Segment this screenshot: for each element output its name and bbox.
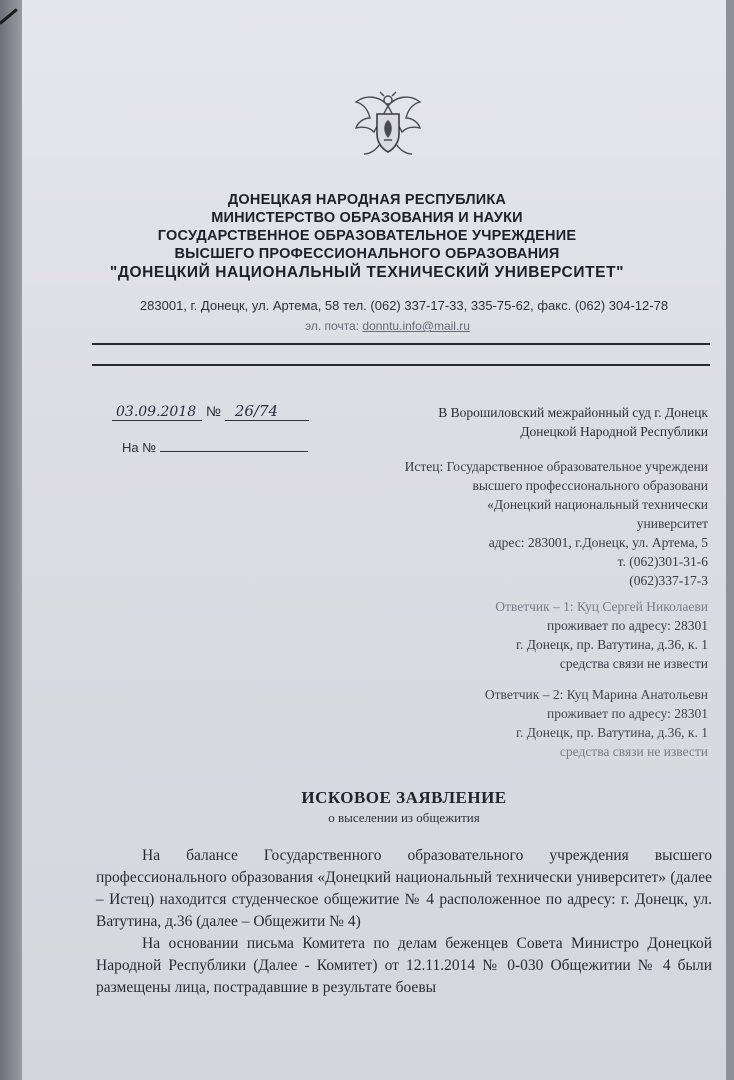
addressee-court: В Ворошиловский межрайонный суд г. Донецк xyxy=(438,405,708,420)
page-edge-shadow xyxy=(0,0,22,1080)
header-institution-type: ГОСУДАРСТВЕННОЕ ОБРАЗОВАТЕЛЬНОЕ УЧРЕЖДЕНИЕ xyxy=(157,228,577,244)
na-label: На № xyxy=(122,440,157,455)
defendant-1-line: г. Донецк, пр. Ватутина, д.36, к. 1 xyxy=(516,637,708,652)
plaintiff-block xyxy=(405,457,708,590)
dpr-coat-of-arms-icon xyxy=(350,88,426,164)
addressee-republic: Донецкой Народной Республики xyxy=(520,424,708,439)
outgoing-reference xyxy=(112,402,309,421)
plaintiff-phone: т. (062)301-31-6 xyxy=(617,554,708,569)
document-title: ИСКОВОЕ ЗАЯВЛЕНИЕ xyxy=(301,788,507,807)
defendant-2-line: средства связи не извести xyxy=(559,744,708,759)
header-ministry: МИНИСТЕРСТВО ОБРАЗОВАНИЯ И НАУКИ xyxy=(211,210,523,226)
email-link[interactable]: donntu.info@mail.ru xyxy=(362,319,470,333)
document-body xyxy=(96,845,712,999)
defendant-1-name: Ответчик – 1: Куц Сергей Николаеви xyxy=(495,599,708,614)
plaintiff-line: Истец: Государственное образовательное учреждени xyxy=(404,459,708,474)
addressee-block xyxy=(438,403,708,441)
header-institution-level: ВЫСШЕГО ПРОФЕССИОНАЛЬНОГО ОБРАЗОВАНИЯ xyxy=(174,246,560,262)
plaintiff-address: адрес: 283001, г.Донецк, ул. Артема, 5 xyxy=(488,535,708,550)
incoming-number-blank xyxy=(160,451,308,452)
email-label: эл. почта: xyxy=(305,319,360,333)
number-label: № xyxy=(205,403,221,419)
plaintiff-line: университет xyxy=(636,516,708,531)
plaintiff-phone-2: (062)337-17-3 xyxy=(629,573,708,588)
defendant-2-block xyxy=(485,685,708,761)
header-divider-bottom xyxy=(92,364,710,366)
defendant-2-line: г. Донецк, пр. Ватутина, д.36, к. 1 xyxy=(516,725,708,740)
defendant-2-line: проживает по адресу: 28301 xyxy=(547,706,708,721)
body-paragraph: На балансе Государственного образовательного учреждения высшего профессионального образования «Донецкий национальный технически университет» (далее – Истец) находится студенческое общежитие № 4 расположенное по адресу: г. Донецк, ул. Ватутина, д.36 (далее – Общежити № 4) xyxy=(96,847,712,930)
defendant-1-line: средства связи не извести xyxy=(559,656,708,671)
body-paragraph: На основании письма Комитета по делам беженцев Совета Министро Донецкой Народной Республики (Далее - Комитет) от 12.11.2014 № 0-030 Общежитии № 4 были размещены лица, пострадавшие в результате боевы xyxy=(96,935,712,996)
outgoing-date: 03.09.2018 xyxy=(112,404,202,421)
header-university-name: "ДОНЕЦКИЙ НАЦИОНАЛЬНЫЙ ТЕХНИЧЕСКИЙ УНИВЕРСИТЕТ" xyxy=(109,264,625,281)
plaintiff-line: «Донецкий национальный технически xyxy=(487,497,708,512)
header-republic: ДОНЕЦКАЯ НАРОДНАЯ РЕСПУБЛИКА xyxy=(227,192,507,208)
incoming-reference xyxy=(122,440,308,455)
defendant-1-block xyxy=(495,597,708,673)
university-address: 283001, г. Донецк, ул. Артема, 58 тел. (062) 337-17-33, 335-75-62, факс. (062) 304-12-78 xyxy=(139,298,669,313)
outgoing-number: 26/74 xyxy=(225,402,309,421)
defendant-2-name: Ответчик – 2: Куц Марина Анатольевн xyxy=(484,687,708,702)
university-email xyxy=(305,319,470,333)
header-divider-top xyxy=(92,343,710,345)
document-subtitle: о выселении из общежития xyxy=(328,810,480,825)
defendant-1-line: проживает по адресу: 28301 xyxy=(547,618,708,633)
plaintiff-line: высшего профессионального образовани xyxy=(472,478,708,493)
